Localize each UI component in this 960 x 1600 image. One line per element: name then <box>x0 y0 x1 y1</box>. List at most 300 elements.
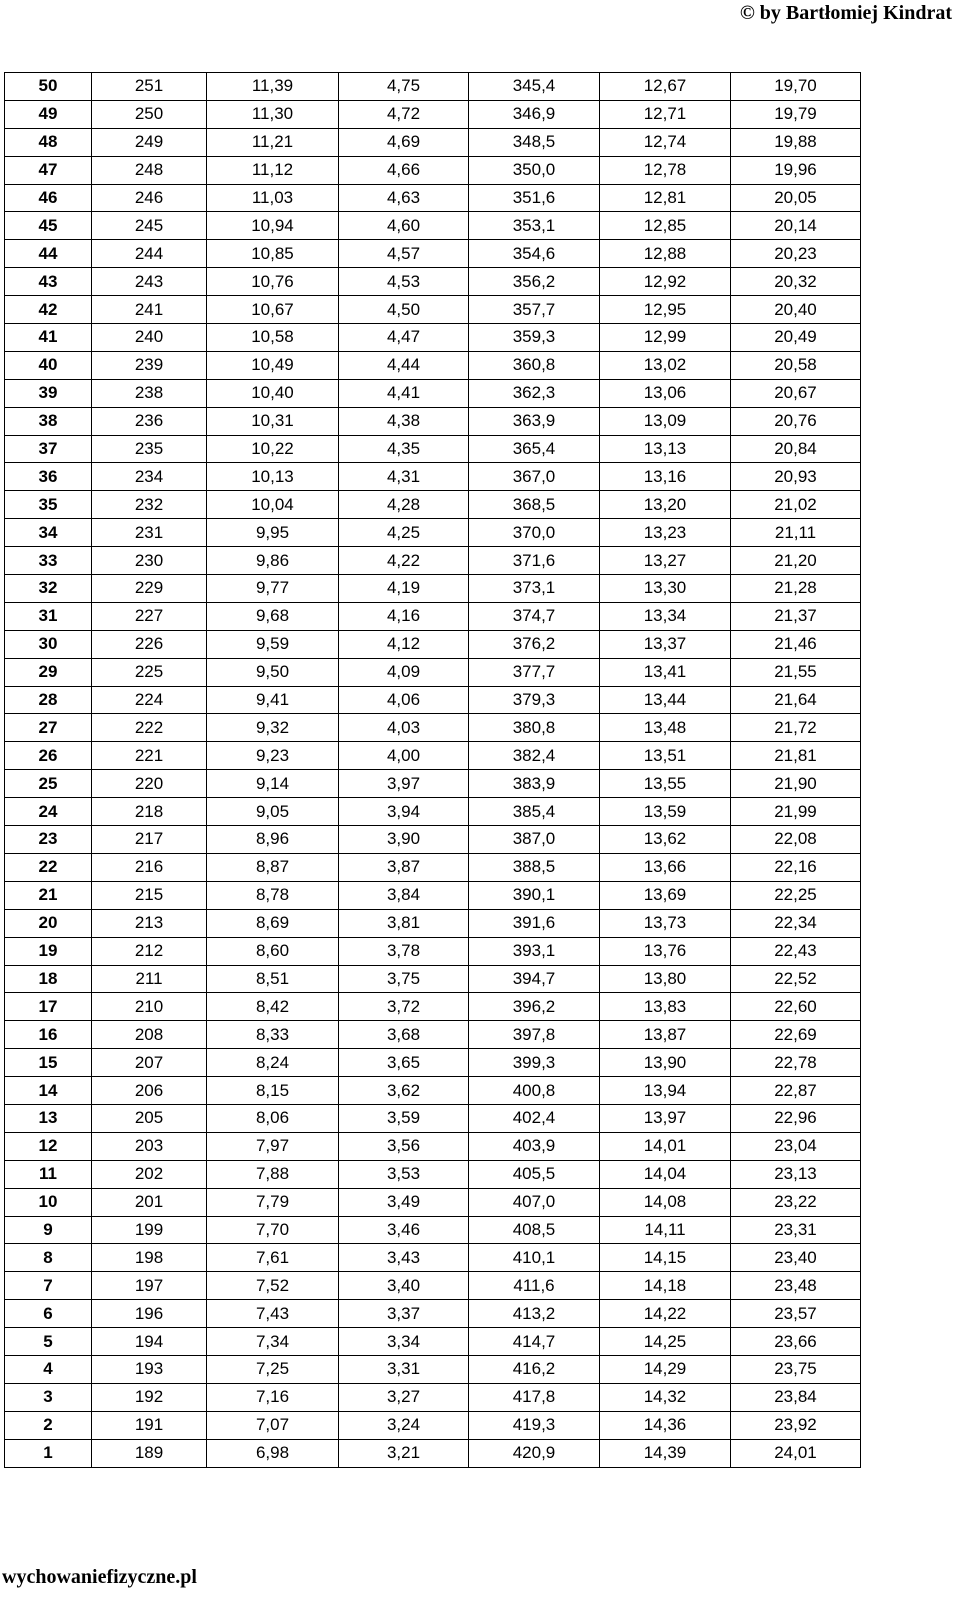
value-cell: 4,66 <box>339 156 469 184</box>
value-cell: 383,9 <box>469 770 600 798</box>
value-cell: 359,3 <box>469 324 600 352</box>
points-cell: 1 <box>5 1439 92 1467</box>
value-cell: 248 <box>92 156 207 184</box>
table-row <box>5 993 861 1021</box>
value-cell: 10,49 <box>207 351 339 379</box>
points-cell: 11 <box>5 1160 92 1188</box>
value-cell: 12,88 <box>600 240 731 268</box>
value-cell: 13,44 <box>600 686 731 714</box>
value-cell: 367,0 <box>469 463 600 491</box>
value-cell: 21,11 <box>731 519 861 547</box>
value-cell: 4,47 <box>339 324 469 352</box>
value-cell: 226 <box>92 630 207 658</box>
value-cell: 3,87 <box>339 853 469 881</box>
value-cell: 13,83 <box>600 993 731 1021</box>
value-cell: 236 <box>92 407 207 435</box>
points-cell: 33 <box>5 547 92 575</box>
value-cell: 191 <box>92 1411 207 1439</box>
value-cell: 9,50 <box>207 658 339 686</box>
value-cell: 4,57 <box>339 240 469 268</box>
points-cell: 14 <box>5 1077 92 1105</box>
table-row <box>5 128 861 156</box>
value-cell: 368,5 <box>469 491 600 519</box>
value-cell: 9,68 <box>207 602 339 630</box>
value-cell: 193 <box>92 1355 207 1383</box>
value-cell: 9,14 <box>207 770 339 798</box>
points-cell: 9 <box>5 1216 92 1244</box>
value-cell: 20,58 <box>731 351 861 379</box>
table-row <box>5 240 861 268</box>
value-cell: 3,37 <box>339 1300 469 1328</box>
value-cell: 394,7 <box>469 965 600 993</box>
value-cell: 413,2 <box>469 1300 600 1328</box>
value-cell: 13,02 <box>600 351 731 379</box>
value-cell: 4,03 <box>339 714 469 742</box>
value-cell: 19,70 <box>731 73 861 101</box>
copyright-notice: © by Bartłomiej Kindrat <box>739 2 952 24</box>
value-cell: 225 <box>92 658 207 686</box>
value-cell: 3,81 <box>339 909 469 937</box>
value-cell: 222 <box>92 714 207 742</box>
table-row <box>5 100 861 128</box>
value-cell: 7,88 <box>207 1160 339 1188</box>
value-cell: 3,31 <box>339 1355 469 1383</box>
value-cell: 388,5 <box>469 853 600 881</box>
table-row <box>5 73 861 101</box>
value-cell: 13,73 <box>600 909 731 937</box>
points-cell: 39 <box>5 379 92 407</box>
value-cell: 13,34 <box>600 602 731 630</box>
table-row <box>5 1300 861 1328</box>
value-cell: 14,22 <box>600 1300 731 1328</box>
value-cell: 356,2 <box>469 268 600 296</box>
value-cell: 23,84 <box>731 1383 861 1411</box>
value-cell: 4,63 <box>339 184 469 212</box>
value-cell: 22,25 <box>731 881 861 909</box>
value-cell: 8,24 <box>207 1049 339 1077</box>
value-cell: 393,1 <box>469 937 600 965</box>
value-cell: 23,75 <box>731 1355 861 1383</box>
table-row <box>5 826 861 854</box>
value-cell: 19,96 <box>731 156 861 184</box>
value-cell: 197 <box>92 1272 207 1300</box>
value-cell: 19,79 <box>731 100 861 128</box>
value-cell: 23,31 <box>731 1216 861 1244</box>
value-cell: 192 <box>92 1383 207 1411</box>
value-cell: 21,46 <box>731 630 861 658</box>
value-cell: 244 <box>92 240 207 268</box>
value-cell: 23,66 <box>731 1328 861 1356</box>
table-row <box>5 1077 861 1105</box>
value-cell: 14,01 <box>600 1132 731 1160</box>
value-cell: 20,14 <box>731 212 861 240</box>
value-cell: 217 <box>92 826 207 854</box>
points-cell: 47 <box>5 156 92 184</box>
points-cell: 44 <box>5 240 92 268</box>
value-cell: 373,1 <box>469 575 600 603</box>
table-row <box>5 491 861 519</box>
value-cell: 4,60 <box>339 212 469 240</box>
points-cell: 2 <box>5 1411 92 1439</box>
value-cell: 11,03 <box>207 184 339 212</box>
value-cell: 21,90 <box>731 770 861 798</box>
value-cell: 8,15 <box>207 1077 339 1105</box>
value-cell: 7,16 <box>207 1383 339 1411</box>
value-cell: 396,2 <box>469 993 600 1021</box>
table-row <box>5 686 861 714</box>
value-cell: 13,66 <box>600 853 731 881</box>
value-cell: 10,94 <box>207 212 339 240</box>
value-cell: 21,55 <box>731 658 861 686</box>
value-cell: 13,90 <box>600 1049 731 1077</box>
table-row <box>5 268 861 296</box>
value-cell: 7,52 <box>207 1272 339 1300</box>
value-cell: 13,87 <box>600 1021 731 1049</box>
table-row <box>5 742 861 770</box>
value-cell: 7,70 <box>207 1216 339 1244</box>
value-cell: 216 <box>92 853 207 881</box>
table-row <box>5 602 861 630</box>
value-cell: 3,90 <box>339 826 469 854</box>
value-cell: 215 <box>92 881 207 909</box>
value-cell: 4,28 <box>339 491 469 519</box>
value-cell: 23,40 <box>731 1244 861 1272</box>
table-row <box>5 184 861 212</box>
score-table <box>4 72 861 1468</box>
value-cell: 12,95 <box>600 296 731 324</box>
points-cell: 45 <box>5 212 92 240</box>
value-cell: 13,16 <box>600 463 731 491</box>
value-cell: 402,4 <box>469 1104 600 1132</box>
value-cell: 400,8 <box>469 1077 600 1105</box>
value-cell: 411,6 <box>469 1272 600 1300</box>
value-cell: 249 <box>92 128 207 156</box>
value-cell: 391,6 <box>469 909 600 937</box>
value-cell: 23,04 <box>731 1132 861 1160</box>
table-row <box>5 1160 861 1188</box>
value-cell: 9,77 <box>207 575 339 603</box>
value-cell: 189 <box>92 1439 207 1467</box>
points-cell: 38 <box>5 407 92 435</box>
value-cell: 417,8 <box>469 1383 600 1411</box>
value-cell: 363,9 <box>469 407 600 435</box>
value-cell: 377,7 <box>469 658 600 686</box>
value-cell: 22,87 <box>731 1077 861 1105</box>
points-cell: 43 <box>5 268 92 296</box>
value-cell: 3,62 <box>339 1077 469 1105</box>
points-cell: 28 <box>5 686 92 714</box>
points-cell: 20 <box>5 909 92 937</box>
value-cell: 351,6 <box>469 184 600 212</box>
table-row <box>5 1272 861 1300</box>
value-cell: 8,51 <box>207 965 339 993</box>
value-cell: 14,25 <box>600 1328 731 1356</box>
value-cell: 22,96 <box>731 1104 861 1132</box>
value-cell: 10,40 <box>207 379 339 407</box>
value-cell: 3,24 <box>339 1411 469 1439</box>
value-cell: 11,12 <box>207 156 339 184</box>
value-cell: 4,38 <box>339 407 469 435</box>
value-cell: 20,84 <box>731 435 861 463</box>
value-cell: 229 <box>92 575 207 603</box>
value-cell: 21,28 <box>731 575 861 603</box>
value-cell: 14,11 <box>600 1216 731 1244</box>
value-cell: 7,61 <box>207 1244 339 1272</box>
value-cell: 353,1 <box>469 212 600 240</box>
table-row <box>5 714 861 742</box>
points-cell: 32 <box>5 575 92 603</box>
value-cell: 14,08 <box>600 1188 731 1216</box>
value-cell: 23,57 <box>731 1300 861 1328</box>
value-cell: 10,13 <box>207 463 339 491</box>
value-cell: 7,43 <box>207 1300 339 1328</box>
value-cell: 4,44 <box>339 351 469 379</box>
value-cell: 245 <box>92 212 207 240</box>
value-cell: 13,69 <box>600 881 731 909</box>
value-cell: 403,9 <box>469 1132 600 1160</box>
value-cell: 419,3 <box>469 1411 600 1439</box>
points-cell: 46 <box>5 184 92 212</box>
points-cell: 21 <box>5 881 92 909</box>
value-cell: 3,53 <box>339 1160 469 1188</box>
points-cell: 16 <box>5 1021 92 1049</box>
value-cell: 9,32 <box>207 714 339 742</box>
value-cell: 232 <box>92 491 207 519</box>
table-row <box>5 658 861 686</box>
value-cell: 8,06 <box>207 1104 339 1132</box>
value-cell: 14,39 <box>600 1439 731 1467</box>
value-cell: 397,8 <box>469 1021 600 1049</box>
value-cell: 23,48 <box>731 1272 861 1300</box>
value-cell: 230 <box>92 547 207 575</box>
value-cell: 362,3 <box>469 379 600 407</box>
table-row <box>5 1049 861 1077</box>
value-cell: 207 <box>92 1049 207 1077</box>
value-cell: 3,65 <box>339 1049 469 1077</box>
table-row <box>5 1132 861 1160</box>
value-cell: 20,49 <box>731 324 861 352</box>
value-cell: 227 <box>92 602 207 630</box>
table-row <box>5 575 861 603</box>
value-cell: 202 <box>92 1160 207 1188</box>
value-cell: 13,06 <box>600 379 731 407</box>
value-cell: 7,07 <box>207 1411 339 1439</box>
value-cell: 240 <box>92 324 207 352</box>
table-row <box>5 965 861 993</box>
value-cell: 379,3 <box>469 686 600 714</box>
value-cell: 12,99 <box>600 324 731 352</box>
value-cell: 213 <box>92 909 207 937</box>
points-cell: 4 <box>5 1355 92 1383</box>
value-cell: 199 <box>92 1216 207 1244</box>
value-cell: 20,67 <box>731 379 861 407</box>
value-cell: 24,01 <box>731 1439 861 1467</box>
value-cell: 420,9 <box>469 1439 600 1467</box>
points-cell: 49 <box>5 100 92 128</box>
value-cell: 13,59 <box>600 798 731 826</box>
table-row <box>5 1216 861 1244</box>
value-cell: 399,3 <box>469 1049 600 1077</box>
value-cell: 13,94 <box>600 1077 731 1105</box>
points-cell: 30 <box>5 630 92 658</box>
value-cell: 14,04 <box>600 1160 731 1188</box>
value-cell: 22,60 <box>731 993 861 1021</box>
points-cell: 6 <box>5 1300 92 1328</box>
value-cell: 374,7 <box>469 602 600 630</box>
value-cell: 3,27 <box>339 1383 469 1411</box>
value-cell: 6,98 <box>207 1439 339 1467</box>
value-cell: 3,34 <box>339 1328 469 1356</box>
value-cell: 201 <box>92 1188 207 1216</box>
value-cell: 7,97 <box>207 1132 339 1160</box>
value-cell: 196 <box>92 1300 207 1328</box>
value-cell: 231 <box>92 519 207 547</box>
value-cell: 22,78 <box>731 1049 861 1077</box>
table-row <box>5 296 861 324</box>
value-cell: 8,42 <box>207 993 339 1021</box>
table-row <box>5 937 861 965</box>
value-cell: 380,8 <box>469 714 600 742</box>
value-cell: 22,08 <box>731 826 861 854</box>
value-cell: 414,7 <box>469 1328 600 1356</box>
points-cell: 23 <box>5 826 92 854</box>
value-cell: 4,25 <box>339 519 469 547</box>
value-cell: 4,75 <box>339 73 469 101</box>
points-cell: 15 <box>5 1049 92 1077</box>
value-cell: 13,41 <box>600 658 731 686</box>
value-cell: 13,80 <box>600 965 731 993</box>
value-cell: 224 <box>92 686 207 714</box>
value-cell: 203 <box>92 1132 207 1160</box>
value-cell: 12,92 <box>600 268 731 296</box>
points-cell: 50 <box>5 73 92 101</box>
points-cell: 48 <box>5 128 92 156</box>
value-cell: 8,60 <box>207 937 339 965</box>
value-cell: 4,16 <box>339 602 469 630</box>
value-cell: 194 <box>92 1328 207 1356</box>
points-cell: 8 <box>5 1244 92 1272</box>
points-cell: 29 <box>5 658 92 686</box>
value-cell: 13,09 <box>600 407 731 435</box>
value-cell: 14,36 <box>600 1411 731 1439</box>
value-cell: 7,34 <box>207 1328 339 1356</box>
value-cell: 371,6 <box>469 547 600 575</box>
value-cell: 218 <box>92 798 207 826</box>
value-cell: 3,40 <box>339 1272 469 1300</box>
value-cell: 3,21 <box>339 1439 469 1467</box>
value-cell: 10,58 <box>207 324 339 352</box>
value-cell: 8,33 <box>207 1021 339 1049</box>
value-cell: 416,2 <box>469 1355 600 1383</box>
value-cell: 12,78 <box>600 156 731 184</box>
table-row <box>5 379 861 407</box>
table-row <box>5 853 861 881</box>
value-cell: 357,7 <box>469 296 600 324</box>
value-cell: 3,43 <box>339 1244 469 1272</box>
table-row <box>5 156 861 184</box>
value-cell: 385,4 <box>469 798 600 826</box>
table-row <box>5 770 861 798</box>
table-row <box>5 435 861 463</box>
table-row <box>5 351 861 379</box>
table-row <box>5 630 861 658</box>
value-cell: 9,86 <box>207 547 339 575</box>
value-cell: 4,53 <box>339 268 469 296</box>
value-cell: 382,4 <box>469 742 600 770</box>
value-cell: 239 <box>92 351 207 379</box>
value-cell: 243 <box>92 268 207 296</box>
points-cell: 18 <box>5 965 92 993</box>
points-cell: 22 <box>5 853 92 881</box>
value-cell: 9,95 <box>207 519 339 547</box>
value-cell: 365,4 <box>469 435 600 463</box>
value-cell: 387,0 <box>469 826 600 854</box>
points-cell: 36 <box>5 463 92 491</box>
table-row <box>5 1244 861 1272</box>
value-cell: 20,32 <box>731 268 861 296</box>
table-row <box>5 519 861 547</box>
value-cell: 22,43 <box>731 937 861 965</box>
table-row <box>5 1104 861 1132</box>
value-cell: 4,41 <box>339 379 469 407</box>
value-cell: 3,94 <box>339 798 469 826</box>
value-cell: 211 <box>92 965 207 993</box>
value-cell: 13,62 <box>600 826 731 854</box>
value-cell: 10,22 <box>207 435 339 463</box>
value-cell: 21,37 <box>731 602 861 630</box>
value-cell: 20,40 <box>731 296 861 324</box>
value-cell: 3,56 <box>339 1132 469 1160</box>
table-row <box>5 547 861 575</box>
value-cell: 8,96 <box>207 826 339 854</box>
value-cell: 12,67 <box>600 73 731 101</box>
points-cell: 41 <box>5 324 92 352</box>
score-table-body <box>5 73 861 1468</box>
points-cell: 13 <box>5 1104 92 1132</box>
table-row <box>5 1021 861 1049</box>
value-cell: 3,59 <box>339 1104 469 1132</box>
value-cell: 11,30 <box>207 100 339 128</box>
value-cell: 3,84 <box>339 881 469 909</box>
value-cell: 9,41 <box>207 686 339 714</box>
value-cell: 13,48 <box>600 714 731 742</box>
value-cell: 10,04 <box>207 491 339 519</box>
value-cell: 21,81 <box>731 742 861 770</box>
points-cell: 34 <box>5 519 92 547</box>
value-cell: 14,15 <box>600 1244 731 1272</box>
table-row <box>5 463 861 491</box>
value-cell: 9,59 <box>207 630 339 658</box>
table-row <box>5 1383 861 1411</box>
value-cell: 354,6 <box>469 240 600 268</box>
points-cell: 35 <box>5 491 92 519</box>
table-row <box>5 1328 861 1356</box>
value-cell: 14,32 <box>600 1383 731 1411</box>
table-row <box>5 1355 861 1383</box>
value-cell: 3,68 <box>339 1021 469 1049</box>
points-cell: 3 <box>5 1383 92 1411</box>
value-cell: 8,69 <box>207 909 339 937</box>
value-cell: 11,21 <box>207 128 339 156</box>
value-cell: 23,22 <box>731 1188 861 1216</box>
points-cell: 27 <box>5 714 92 742</box>
points-cell: 40 <box>5 351 92 379</box>
value-cell: 246 <box>92 184 207 212</box>
value-cell: 234 <box>92 463 207 491</box>
value-cell: 12,71 <box>600 100 731 128</box>
value-cell: 238 <box>92 379 207 407</box>
value-cell: 250 <box>92 100 207 128</box>
